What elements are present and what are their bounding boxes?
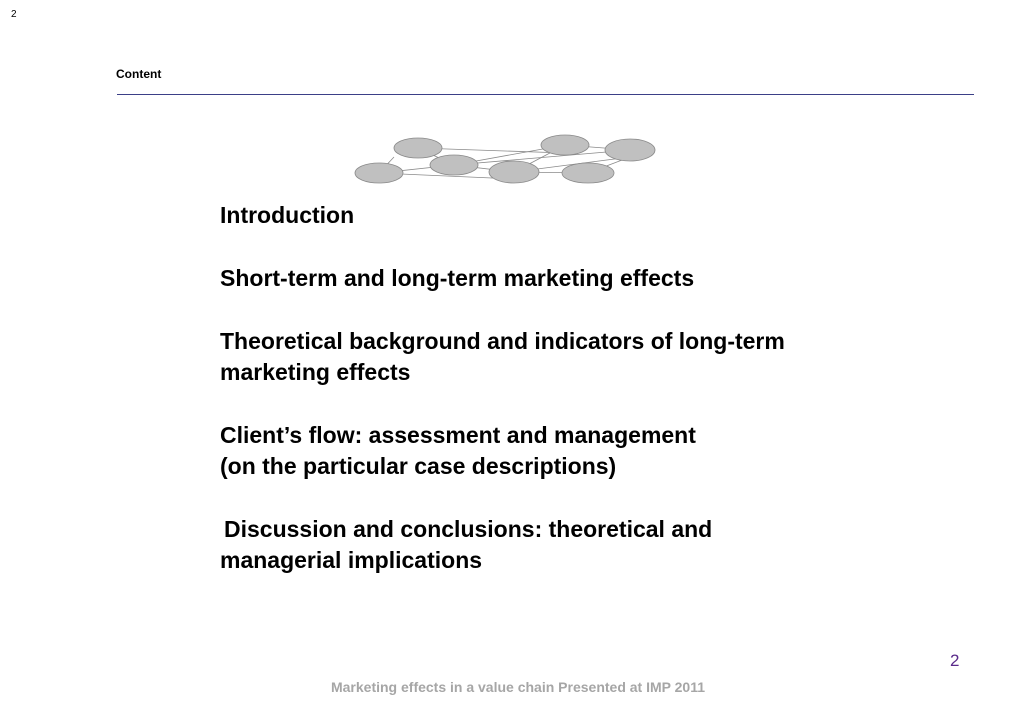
agenda-item-marketing-effects xyxy=(220,263,920,294)
agenda-item-line: Client’s flow: assessment and management xyxy=(220,422,696,448)
network-node xyxy=(430,155,478,175)
network-node xyxy=(394,138,442,158)
network-node xyxy=(562,163,614,183)
agenda-item-line: Discussion and conclusions: theoretical and xyxy=(224,516,713,542)
slide-title: Content xyxy=(116,67,162,81)
agenda-item-line: Theoretical background and indicators of long-term xyxy=(220,328,785,354)
page-number: 2 xyxy=(950,651,960,670)
corner-page-number: 2 xyxy=(11,9,17,20)
agenda-item-discussion xyxy=(220,514,920,576)
network-node xyxy=(355,163,403,183)
network-node xyxy=(489,161,539,183)
agenda-item-line: marketing effects xyxy=(220,359,411,385)
title-divider xyxy=(117,94,974,95)
agenda-list xyxy=(220,200,920,608)
network-node xyxy=(605,139,655,161)
agenda-item-line: (on the particular case descriptions) xyxy=(220,453,617,479)
agenda-item-line: Short-term and long-term marketing effects xyxy=(220,265,695,291)
agenda-item-theoretical-background xyxy=(220,326,920,388)
network-diagram-icon xyxy=(350,130,662,186)
agenda-item-introduction xyxy=(220,200,920,231)
footer-text: Marketing effects in a value chain Presented at IMP 2011 xyxy=(330,679,705,695)
agenda-item-line: Introduction xyxy=(220,202,355,228)
agenda-item-line: managerial implications xyxy=(220,547,483,573)
network-node xyxy=(541,135,589,155)
agenda-item-clients-flow xyxy=(220,420,920,482)
